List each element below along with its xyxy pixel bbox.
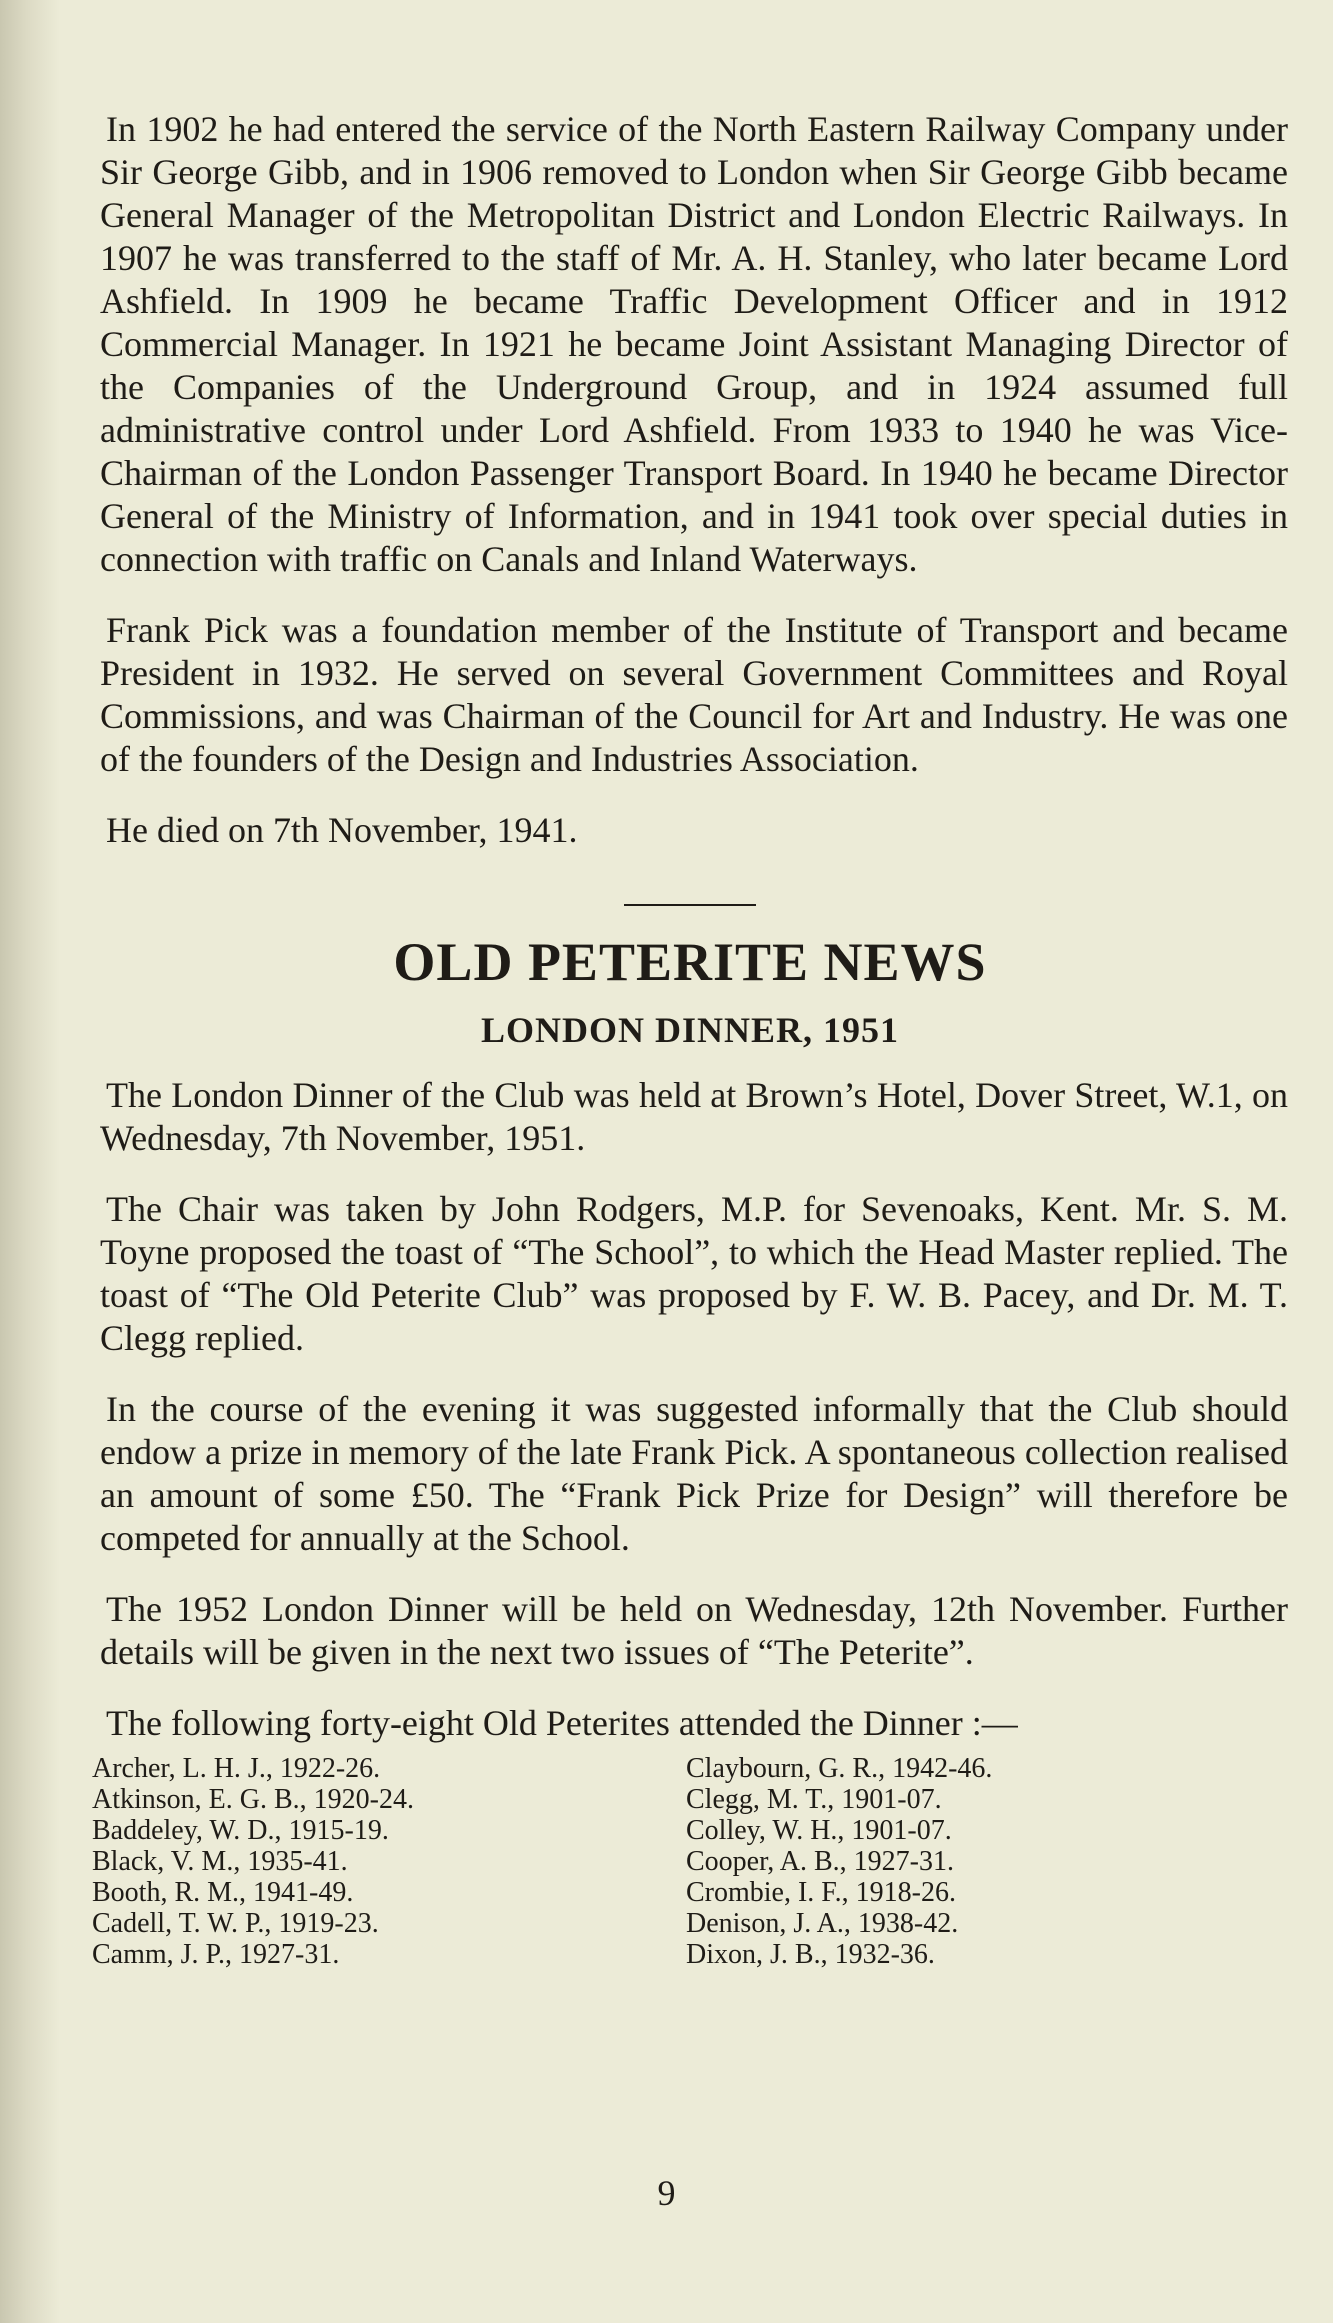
- attendee-entry: Clegg, M. T., 1901-07.: [686, 1784, 942, 1815]
- dinner-paragraph-1: The London Dinner of the Club was held at Brown’s Hotel, Dover Street, W.1, on Wednesday, 7th November, 1951.: [100, 1075, 1288, 1158]
- attendee-entry: Camm, J. P., 1927-31.: [92, 1939, 340, 1970]
- attendee-entry: Dixon, J. B., 1932-36.: [686, 1939, 935, 1970]
- page-number: 9: [657, 2173, 676, 2213]
- attendee-entry: Cadell, T. W. P., 1919-23.: [92, 1908, 379, 1939]
- attendee-entry: Denison, J. A., 1938-42.: [686, 1908, 959, 1939]
- attendees-column-left: [92, 1753, 686, 1970]
- death-date-line: He died on 7th November, 1941.: [106, 810, 578, 850]
- dinner-paragraph-3: In the course of the evening it was suggested informally that the Club should endow a prize in memory of the late Frank Pick. A spontaneous collection realised an amount of some £50. The “Frank Pick Prize for Design” will therefore be competed for annually at the School.: [100, 1389, 1288, 1558]
- attendees-column-right: [686, 1753, 1246, 1970]
- attendee-entry: Crombie, I. F., 1918-26.: [686, 1877, 956, 1908]
- attendee-entry: Cooper, A. B., 1927-31.: [686, 1846, 954, 1877]
- attendee-entry: Archer, L. H. J., 1922-26.: [92, 1753, 381, 1784]
- biography-paragraph-2: Frank Pick was a foundation member of the Institute of Transport and became President in 1932. He served on several Government Committees and Royal Commissions, and was Chairman of the Council for Art and Industry. He was one of the founders of the Design and Industries Association.: [100, 610, 1288, 779]
- section-subtitle: LONDON DINNER, 1951: [480, 1010, 900, 1050]
- attendee-entry: Black, V. M., 1935-41.: [92, 1846, 348, 1877]
- dinner-paragraph-4: The 1952 London Dinner will be held on Wednesday, 12th November. Further details will be given in the next two issues of “The Peterite”.: [100, 1589, 1288, 1672]
- attendee-entry: Booth, R. M., 1941-49.: [92, 1877, 354, 1908]
- dinner-paragraph-2: The Chair was taken by John Rodgers, M.P. for Sevenoaks, Kent. Mr. S. M. Toyne proposed the toast of “The School”, to which the Head Master replied. The toast of “The Old Peterite Club” was proposed by F. W. B. Pacey, and Dr. M. T. Clegg replied.: [100, 1189, 1288, 1358]
- biography-paragraph-1: In 1902 he had entered the service of the North Eastern Railway Company under Sir George Gibb, and in 1906 removed to London when Sir George Gibb became General Manager of the Metropolitan District and London Electric Railways. In 1907 he was transferred to the staff of Mr. A. H. Stanley, who later became Lord Ashfield. In 1909 he became Traffic Development Officer and in 1912 Commercial Manager. In 1921 he became Joint Assistant Managing Director of the Companies of the Underground Group, and in 1924 assumed full administrative control under Lord Ashfield. From 1933 to 1940 he was Vice-Chairman of the London Passenger Transport Board. In 1940 he became Director General of the Ministry of Information, and in 1941 took over special duties in connection with traffic on Canals and Inland Waterways.: [100, 109, 1288, 579]
- attendees-intro: The following forty-eight Old Peterites attended the Dinner :—: [106, 1703, 1018, 1743]
- attendees-list: [92, 1753, 1288, 1970]
- attendee-entry: Atkinson, E. G. B., 1920-24.: [92, 1784, 414, 1815]
- page-content: [92, 108, 1288, 1970]
- section-divider: [624, 904, 756, 906]
- attendee-entry: Claybourn, G. R., 1942-46.: [686, 1753, 993, 1784]
- attendee-entry: Colley, W. H., 1901-07.: [686, 1815, 952, 1846]
- attendee-entry: Baddeley, W. D., 1915-19.: [92, 1815, 389, 1846]
- section-title: OLD PETERITE NEWS: [393, 932, 987, 992]
- page-edge-shadow: [0, 0, 60, 2323]
